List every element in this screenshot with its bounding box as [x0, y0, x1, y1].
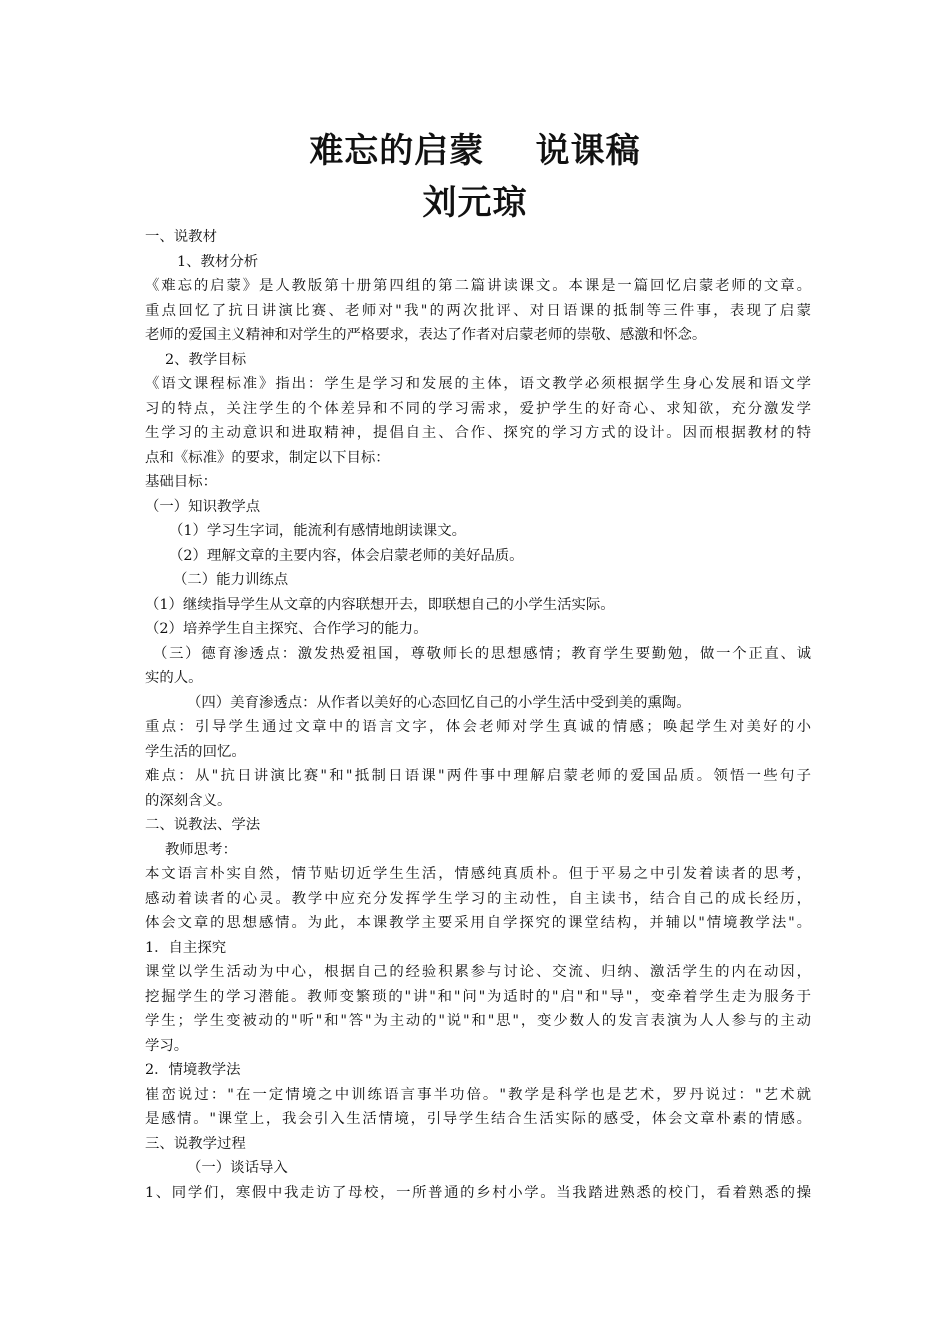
paragraph-line: 《难忘的启蒙》是人教版第十册第四组的第二篇讲读课文。本课是一篇回忆启蒙老师的文章。 — [145, 278, 811, 294]
list-heading: （一）知识教学点 — [145, 498, 261, 515]
paragraph-line: 重点：引导学生通过文章中的语言文字，体会老师对学生真诚的情感；唤起学生对美好的小 — [145, 719, 811, 735]
paragraph-line: 感动着读者的心灵。教学中应充分发挥学生学习的主动性，自主读书，结合自己的成长经历， — [145, 890, 811, 907]
paragraph-line: 课堂以学生活动为中心，根据自己的经验积累参与讨论、交流、归纳、激活学生的内在动因， — [145, 964, 811, 980]
paragraph-line: 学生；学生变被动的"听"和"答"为主动的"说"和"思"，变少数人的发言表演为人人参与的主动 — [145, 1013, 811, 1029]
paragraph-line: 体会文章的思想感情。为此，本课教学主要采用自学探究的课堂结构，并辅以"情境教学法"。 — [145, 915, 811, 931]
paragraph-line: 重点回忆了抗日讲演比赛、老师对"我"的两次批评、对日语课的抵制等三件事，表现了启蒙 — [145, 302, 811, 319]
paragraph-line: 基础目标： — [145, 474, 217, 490]
paragraph-line: 是感情。"课堂上，我会引入生活情境，引导学生结合生活实际的感受，体会文章朴素的情感。 — [145, 1111, 811, 1127]
list-item: （2）理解文章的主要内容，体会启蒙老师的美好品质。 — [169, 547, 524, 564]
subsection-heading: 2．情境教学法 — [145, 1062, 241, 1078]
section-heading: 二、说教法、学法 — [145, 817, 261, 833]
paragraph-line: 难点：从"抗日讲演比赛"和"抵制日语课"两件事中理解启蒙老师的爱国品质。领悟一些句子 — [145, 768, 811, 784]
paragraph-line: 老师的爱国主义精神和对学生的严格要求，表达了作者对启蒙老师的崇敬、感激和怀念。 — [145, 327, 707, 343]
paragraph-line: 《语文课程标准》指出：学生是学习和发展的主体，语文教学必须根据学生身心发展和语文学 — [145, 376, 811, 392]
paragraph-line: 崔峦说过："在一定情境之中训练语言事半功倍。"教学是科学也是艺术，罗丹说过："艺术就 — [145, 1086, 811, 1103]
list-item: （2）培养学生自主探究、合作学习的能力。 — [145, 621, 428, 637]
subsection-heading: 1．自主探究 — [145, 939, 227, 956]
section-heading: 一、说教材 — [145, 229, 217, 245]
paragraph-line: 生学习的主动意识和进取精神，提倡自主、合作、探究的学习方式的设计。因而根据教材的特 — [145, 425, 811, 441]
list-item: （1）学习生字词，能流利有感情地朗读课文。 — [169, 523, 466, 539]
paragraph-line: 点和《标准》的要求，制定以下目标： — [145, 449, 390, 466]
list-heading: （二）能力训练点 — [173, 572, 289, 588]
paragraph-line: 学生活的回忆。 — [145, 743, 246, 760]
title-block — [0, 128, 950, 226]
document-body — [145, 225, 811, 1205]
paragraph-line: 教师思考： — [165, 841, 237, 858]
subsection-heading: 2、教学目标 — [165, 351, 247, 368]
document-title: 难忘的启蒙 说课稿 — [309, 131, 641, 171]
paragraph-line: 的深刻含义。 — [145, 792, 232, 809]
paragraph-line: 学习。 — [145, 1037, 189, 1054]
paragraph-line: （三）德育渗透点：激发热爱祖国，尊敬师长的思想感情；教育学生要勤勉，做一个正直、诚 — [153, 645, 811, 662]
subsection-heading: （一）谈话导入 — [187, 1160, 288, 1176]
document-author: 刘元琼 — [422, 183, 528, 223]
subsection-heading: 1、教材分析 — [177, 253, 259, 270]
paragraph-line: 1、同学们，寒假中我走访了母校，一所普通的乡村小学。当我踏进熟悉的校门，看着熟悉的操 — [145, 1184, 811, 1201]
section-heading: 三、说教学过程 — [145, 1135, 246, 1152]
paragraph-line: 实的人。 — [145, 670, 203, 686]
paragraph-line: 挖掘学生的学习潜能。教师变繁琐的"讲"和"问"为适时的"启"和"导"，变牵着学生走为服务于 — [145, 988, 811, 1005]
paragraph-line: 习的特点，关注学生的个体差异和不同的学习需求，爱护学生的好奇心、求知欲，充分激发学 — [145, 400, 811, 417]
paragraph-line: （四）美育渗透点：从作者以美好的心态回忆自己的小学生活中受到美的熏陶。 — [187, 694, 691, 711]
list-item: （1）继续指导学生从文章的内容联想开去，即联想自己的小学生活实际。 — [145, 596, 615, 613]
paragraph-line: 本文语言朴实自然，情节贴切近学生生活，情感纯真质朴。但于平易之中引发着读者的思考， — [145, 866, 811, 882]
